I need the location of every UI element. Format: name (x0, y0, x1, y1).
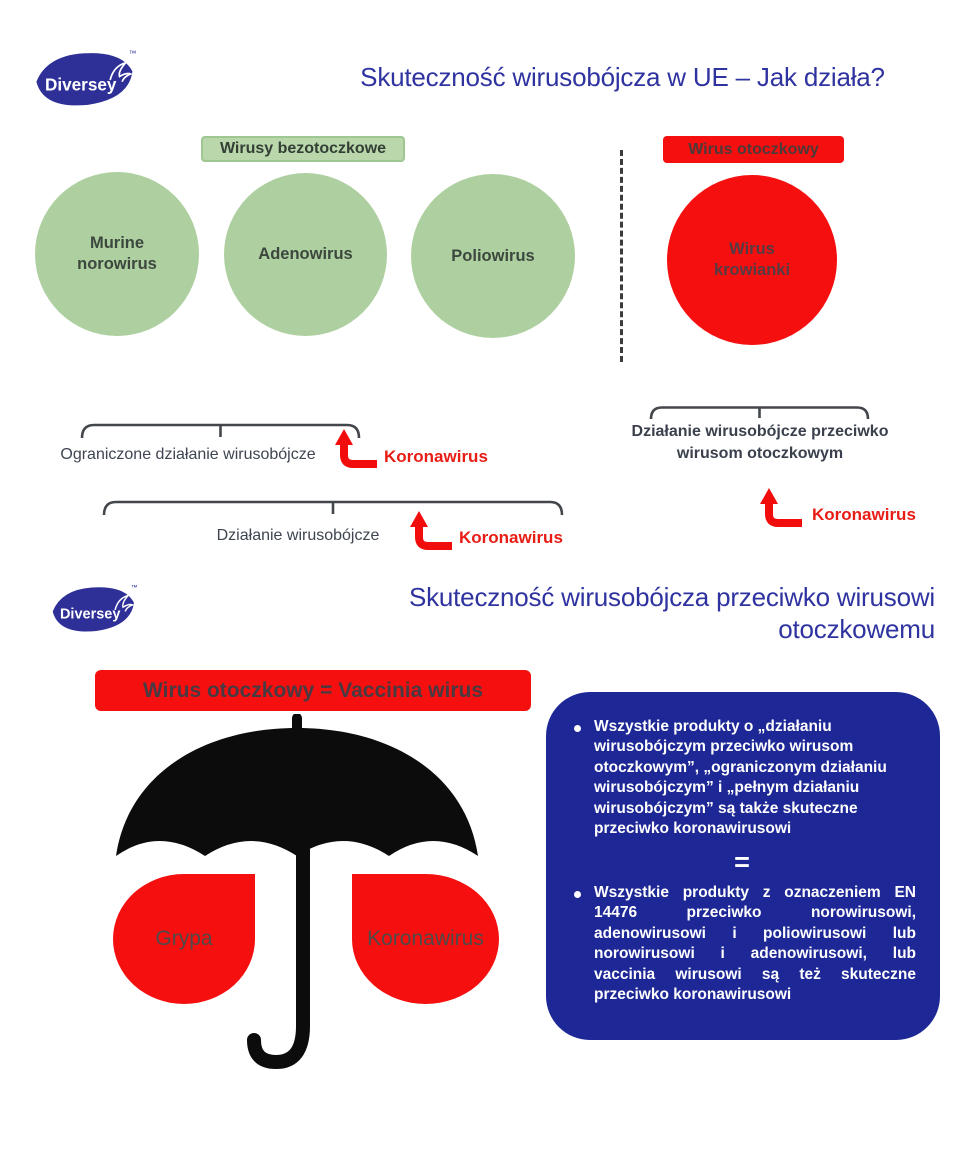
enveloped-vaccinia-banner: Wirus otoczkowy = Vaccinia wirus (95, 670, 531, 711)
bracket-enveloped-action (649, 402, 870, 421)
drop-label: Koronawirus (367, 927, 484, 950)
bullet-dot-icon (574, 725, 581, 732)
diversey-logo-icon (33, 44, 141, 116)
virus-circle-poliovirus (411, 174, 575, 338)
logo-brand-text: Diversey (45, 74, 117, 95)
virus-circle-label: Poliowirus (451, 246, 535, 265)
slide2-title-line1: Skuteczność wirusobójcza przeciwko wirusowi (408, 582, 935, 612)
diversey-logo (33, 44, 141, 116)
enveloped-action-label-line1: Działanie wirusobójcze przeciwko (631, 423, 889, 440)
diversey-logo (47, 581, 144, 639)
bullet-dot-icon (574, 891, 581, 898)
bracket-full-action (102, 496, 564, 517)
diversey-logo-icon (47, 581, 144, 639)
virus-circle-vaccinia (667, 175, 837, 345)
logo-brand-text: Diversey (59, 606, 121, 623)
slide2-title-line2: otoczkowemu (778, 613, 935, 644)
enveloped-action-label (618, 421, 902, 464)
enveloped-virus-label: Wirus otoczkowy (663, 136, 844, 163)
info-bullet-2-text: Wszystkie produkty z oznaczeniem EN 14476 przeciwko norowirusowi, adenowirusowi i poliowirusowi lub norowirusowi i adenowirusowi, lub vaccinia wirusowi są też skuteczne przeciwko koronawirusowi (594, 883, 916, 1003)
drop-label: Grypa (155, 927, 213, 950)
virus-circle-label: Murine norowirus (77, 234, 157, 273)
info-bullet-1-text: Wszystkie produkty o „działaniu wirusobójczym przeciwko wirusom otoczkowym”, „ograniczonym działaniu wirusobójczym” i „pełnym działaniu wirusobójczym” są także skuteczne przeciwko koronawirusowi (594, 718, 887, 838)
limited-action-label: Ograniczone działanie wirusobójcze (60, 446, 316, 463)
slide1-title: Skuteczność wirusobójcza w UE – Jak działa? (360, 62, 885, 92)
drop-koronawirus (352, 874, 499, 1004)
virus-circle-label: Wirus krowianki (713, 240, 791, 279)
slide2-title (280, 582, 935, 645)
equals-sign: = (734, 846, 750, 877)
coronavirus-arrow-icon (408, 511, 454, 553)
dashed-divider-line (620, 150, 623, 362)
coronavirus-callout-limited: Koronawirus (384, 447, 488, 466)
virus-circle-adenovirus (224, 173, 387, 336)
coronavirus-arrow-icon (758, 488, 804, 530)
virus-circle-murine-norovirus (35, 172, 199, 336)
coronavirus-arrow-icon (333, 429, 379, 471)
tm-mark: ™ (131, 584, 138, 592)
info-bullet-1 (568, 717, 916, 840)
tm-mark: ™ (129, 49, 137, 58)
coronavirus-callout-full: Koronawirus (459, 528, 563, 547)
full-action-label: Działanie wirusobójcze (216, 527, 380, 544)
bracket-limited-action (80, 419, 361, 440)
coronavirus-callout-enveloped: Koronawirus (812, 505, 916, 524)
virus-circle-label: Adenowirus (258, 245, 353, 264)
info-bullet-2 (568, 883, 916, 1006)
enveloped-action-label-line2: wirusom otoczkowym (676, 444, 844, 462)
drop-grypa (113, 874, 255, 1004)
info-box (546, 692, 940, 1040)
non-enveloped-viruses-label: Wirusy bezotoczkowe (201, 136, 405, 162)
